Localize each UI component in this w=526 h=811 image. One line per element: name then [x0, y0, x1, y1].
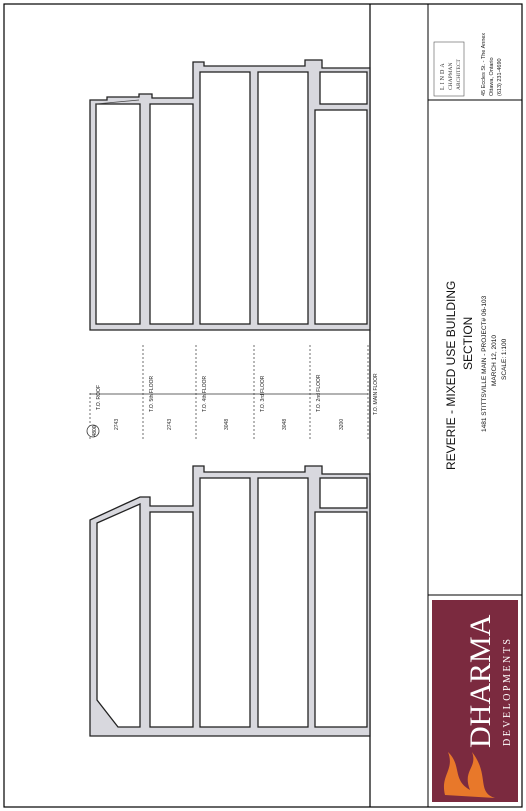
lower-building-section [90, 466, 370, 736]
developer-name: DHARMA [464, 614, 497, 748]
architect-name-line1: LINDA [440, 61, 446, 90]
dimension-roof: 2743 [114, 418, 120, 430]
architect-address-line1: 45 Eccles St. - The Annex [481, 32, 487, 96]
sheet-title: SECTION [461, 316, 475, 370]
project-date: MARCH 12, 2010 [491, 335, 498, 386]
upper-building-section [90, 60, 370, 330]
level-label-3rd: T.O. 3rd FLOOR [260, 375, 266, 412]
dimension-5th: 2743 [167, 418, 173, 430]
level-label-roof: T.O. ROOF [96, 385, 102, 410]
project-scale: SCALE: 1:100 [501, 338, 508, 380]
level-label-4th: T.O. 4th FLOOR [202, 375, 208, 412]
level-label-2nd: T.O. 2nd FLOOR [316, 374, 322, 412]
developer-subtitle: DEVELOPMENTS [502, 636, 513, 746]
level-label-5th: T.O. 5th FLOOR [149, 375, 155, 412]
level-label-main: T.O. MAIN FLOOR [373, 373, 379, 415]
architect-name-line2: CHAPMAN [448, 62, 454, 90]
architect-name-line3: ARCHITECT [456, 59, 462, 90]
architect-address-line2: Ottawa, Ontario [489, 57, 495, 96]
roof-marker: 4800 [92, 425, 98, 437]
project-title: REVERIE - MIXED USE BUILDING [444, 280, 458, 470]
dimension-4th: 3048 [224, 418, 230, 430]
dimension-3rd: 3048 [282, 418, 288, 430]
architect-phone: (613) 231-4690 [497, 58, 503, 96]
dimension-2nd: 3200 [339, 418, 345, 430]
project-address: 1481 STITTSVILLE MAIN - PROJECT# 06-103 [481, 295, 488, 432]
